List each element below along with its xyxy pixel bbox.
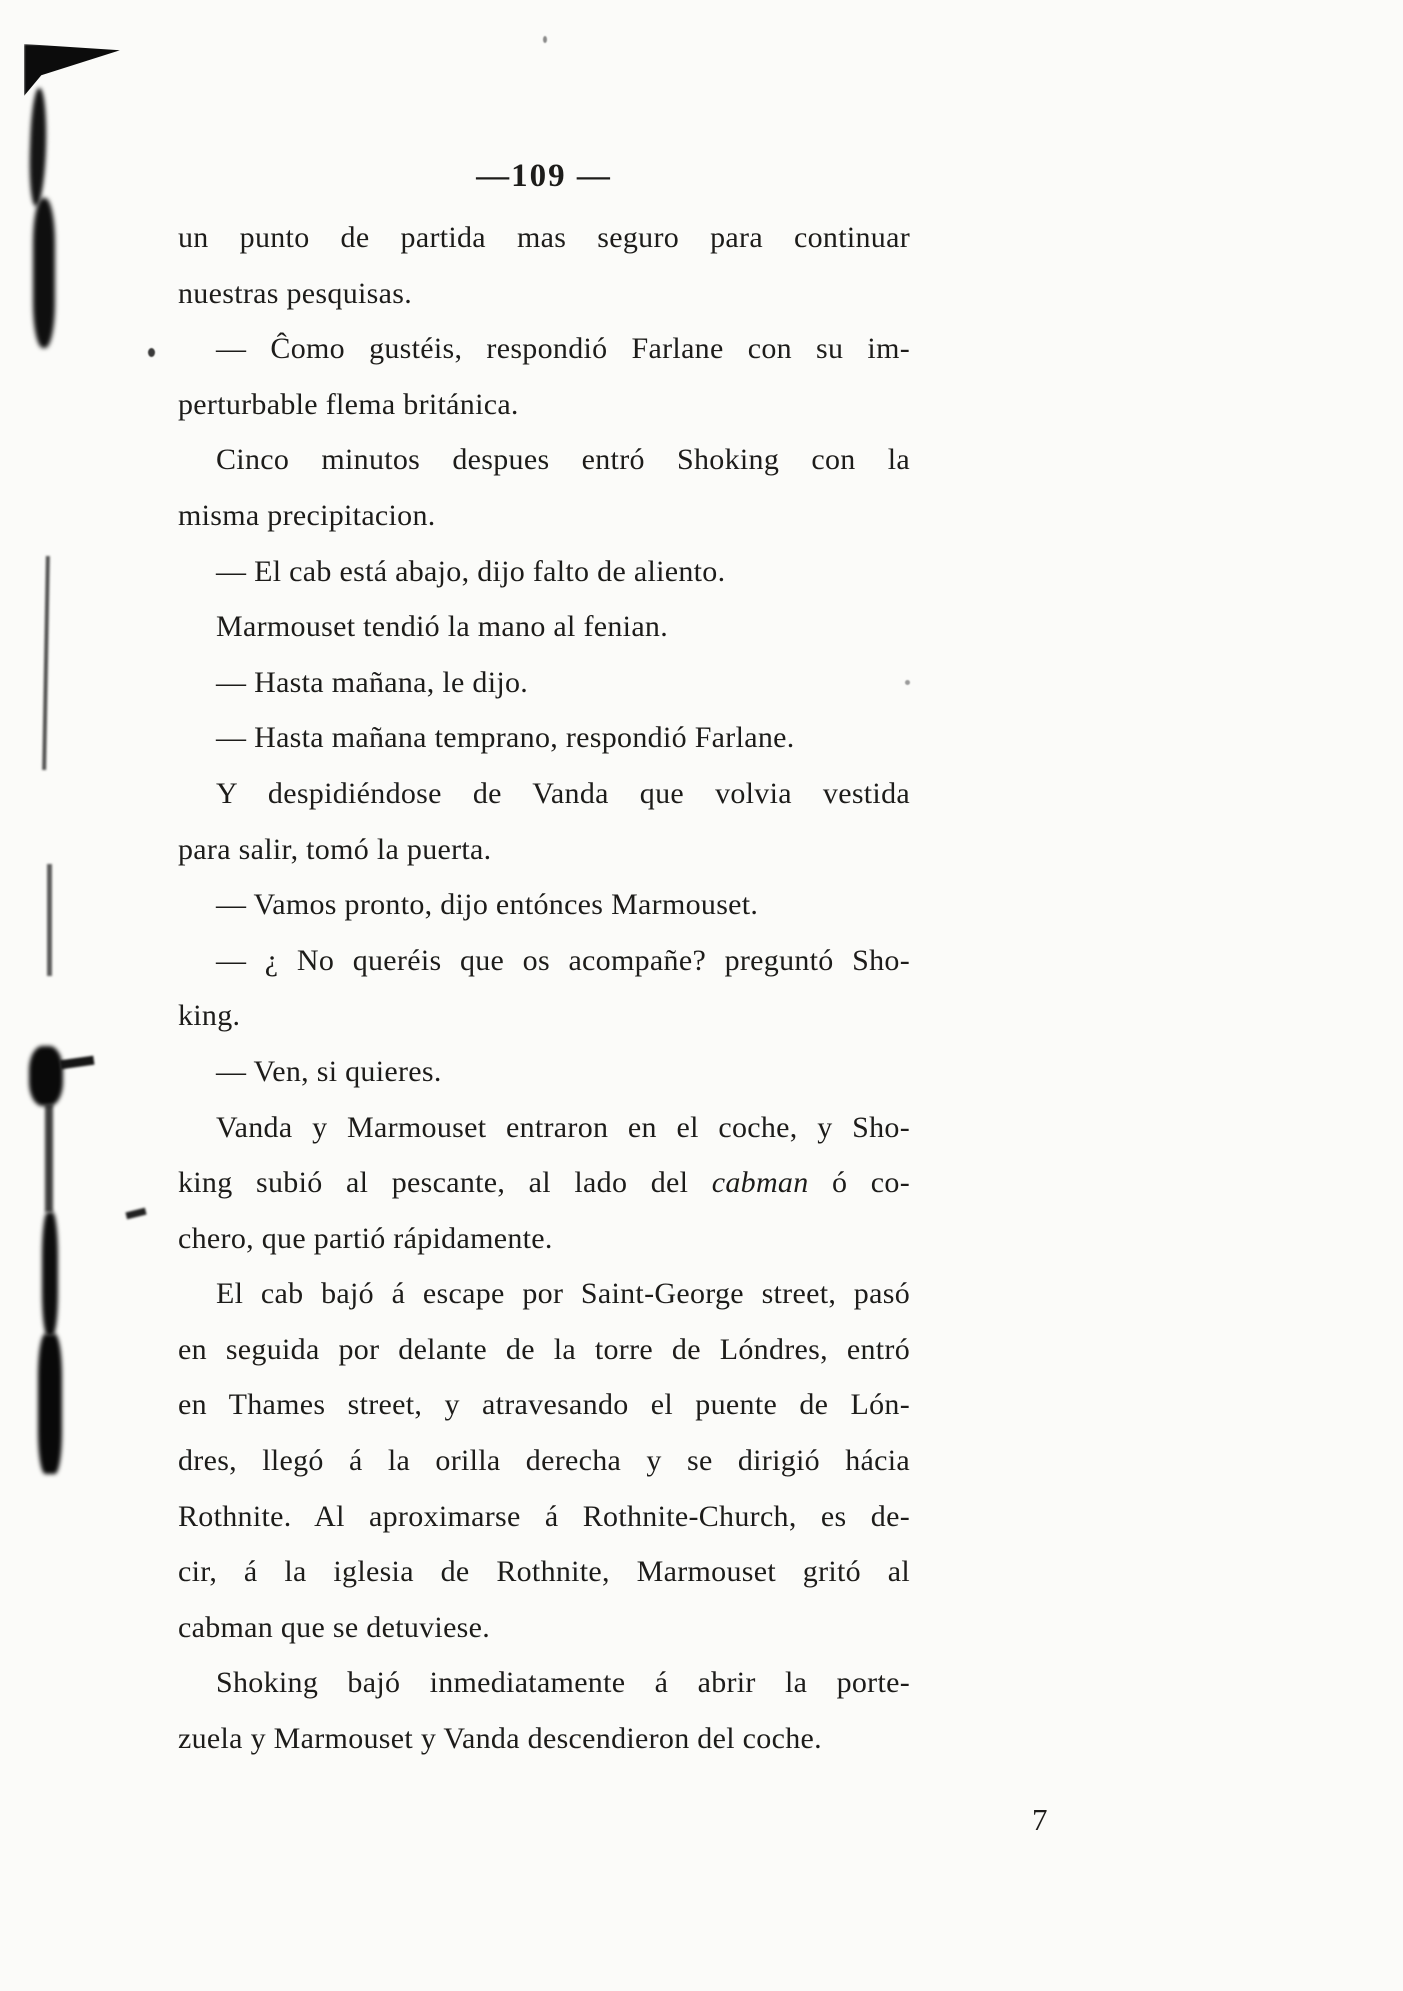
paragraph bbox=[178, 766, 910, 877]
text-line: zuela y Marmouset y Vanda descendieron del coche. bbox=[178, 1722, 822, 1756]
text-line: cabman que se detuviese. bbox=[178, 1610, 491, 1644]
text-line: Marmouset tendió la mano al fenian. bbox=[216, 610, 669, 644]
text-line: Shoking bajó inmediatamente á abrir la porte- bbox=[216, 1666, 910, 1700]
ink-speck bbox=[148, 348, 155, 357]
paragraph bbox=[178, 210, 910, 321]
text-line: — Vamos pronto, dijo entónces Marmouset. bbox=[216, 888, 759, 922]
text-line: — Hasta mañana, le dijo. bbox=[216, 665, 529, 699]
paragraph bbox=[178, 1044, 910, 1100]
text-line: king. bbox=[178, 999, 241, 1033]
paragraph bbox=[178, 432, 910, 543]
text-line: perturbable flema británica. bbox=[178, 387, 519, 421]
paragraph bbox=[178, 1100, 910, 1267]
paragraph bbox=[178, 655, 910, 711]
ink-smudge bbox=[47, 864, 52, 976]
ink-speck bbox=[905, 680, 910, 685]
paragraph bbox=[178, 544, 910, 600]
text-line: El cab bajó á escape por Saint-George street, pasó bbox=[216, 1277, 910, 1311]
ink-smudge bbox=[28, 88, 48, 206]
text-line: Y despidiéndose de Vanda que volvia vestida bbox=[216, 776, 910, 810]
text-line: Cinco minutos despues entró Shoking con la bbox=[216, 443, 910, 477]
paragraph bbox=[178, 1655, 910, 1766]
text-line: — Hasta mañana temprano, respondió Farlane. bbox=[216, 721, 795, 755]
text-line: para salir, tomó la puerta. bbox=[178, 832, 492, 866]
text-line: chero, que partió rápidamente. bbox=[178, 1221, 553, 1255]
ink-smudge bbox=[42, 1212, 58, 1336]
paragraph bbox=[178, 710, 910, 766]
text-line: Vanda y Marmouset entraron en el coche, y Sho- bbox=[216, 1110, 910, 1144]
paragraph bbox=[178, 599, 910, 655]
text-line bbox=[178, 1155, 910, 1211]
ink-smudge bbox=[45, 1104, 53, 1212]
text-line: — El cab está abajo, dijo falto de aliento. bbox=[216, 554, 726, 588]
text-line: — Ven, si quieres. bbox=[216, 1054, 442, 1088]
text-line: misma precipitacion. bbox=[178, 498, 436, 532]
text-line: Rothnite. Al aproximarse á Rothnite-Church, es de- bbox=[178, 1499, 910, 1533]
paragraph bbox=[178, 1266, 910, 1655]
paragraph bbox=[178, 321, 910, 432]
ink-smudge bbox=[42, 556, 50, 770]
ink-smudge bbox=[38, 1334, 62, 1474]
text-segment: ó co- bbox=[808, 1166, 910, 1200]
text-line: dres, llegó á la orilla derecha y se dirigió hácia bbox=[178, 1444, 910, 1478]
text-line: — Ĉomo gustéis, respondió Farlane con su im- bbox=[216, 332, 910, 366]
paragraph bbox=[178, 933, 910, 1044]
ink-smudge bbox=[33, 198, 55, 348]
text-line: un punto de partida mas seguro para continuar bbox=[178, 221, 910, 254]
page-number-footer: 7 bbox=[1032, 1802, 1048, 1837]
ink-speck bbox=[543, 36, 547, 43]
italic-text: cabman bbox=[711, 1166, 809, 1200]
ink-smudge bbox=[29, 1046, 63, 1106]
text-line: en seguida por delante de la torre de Lóndres, entró bbox=[178, 1332, 910, 1366]
text-block bbox=[178, 210, 910, 1767]
paragraph bbox=[178, 877, 910, 933]
text-line: nuestras pesquisas. bbox=[178, 276, 412, 310]
ink-smudge bbox=[125, 1208, 146, 1220]
ink-smudge bbox=[60, 1056, 95, 1070]
text-line: cir, á la iglesia de Rothnite, Marmouset gritó al bbox=[178, 1555, 910, 1589]
text-line: en Thames street, y atravesando el puente de Lón- bbox=[178, 1388, 910, 1422]
text-line: — ¿ No queréis que os acompañe? preguntó Sho- bbox=[216, 943, 910, 977]
page-number-header: —109 — bbox=[476, 158, 612, 194]
text-segment: king subió al pescante, al lado del bbox=[178, 1166, 712, 1200]
